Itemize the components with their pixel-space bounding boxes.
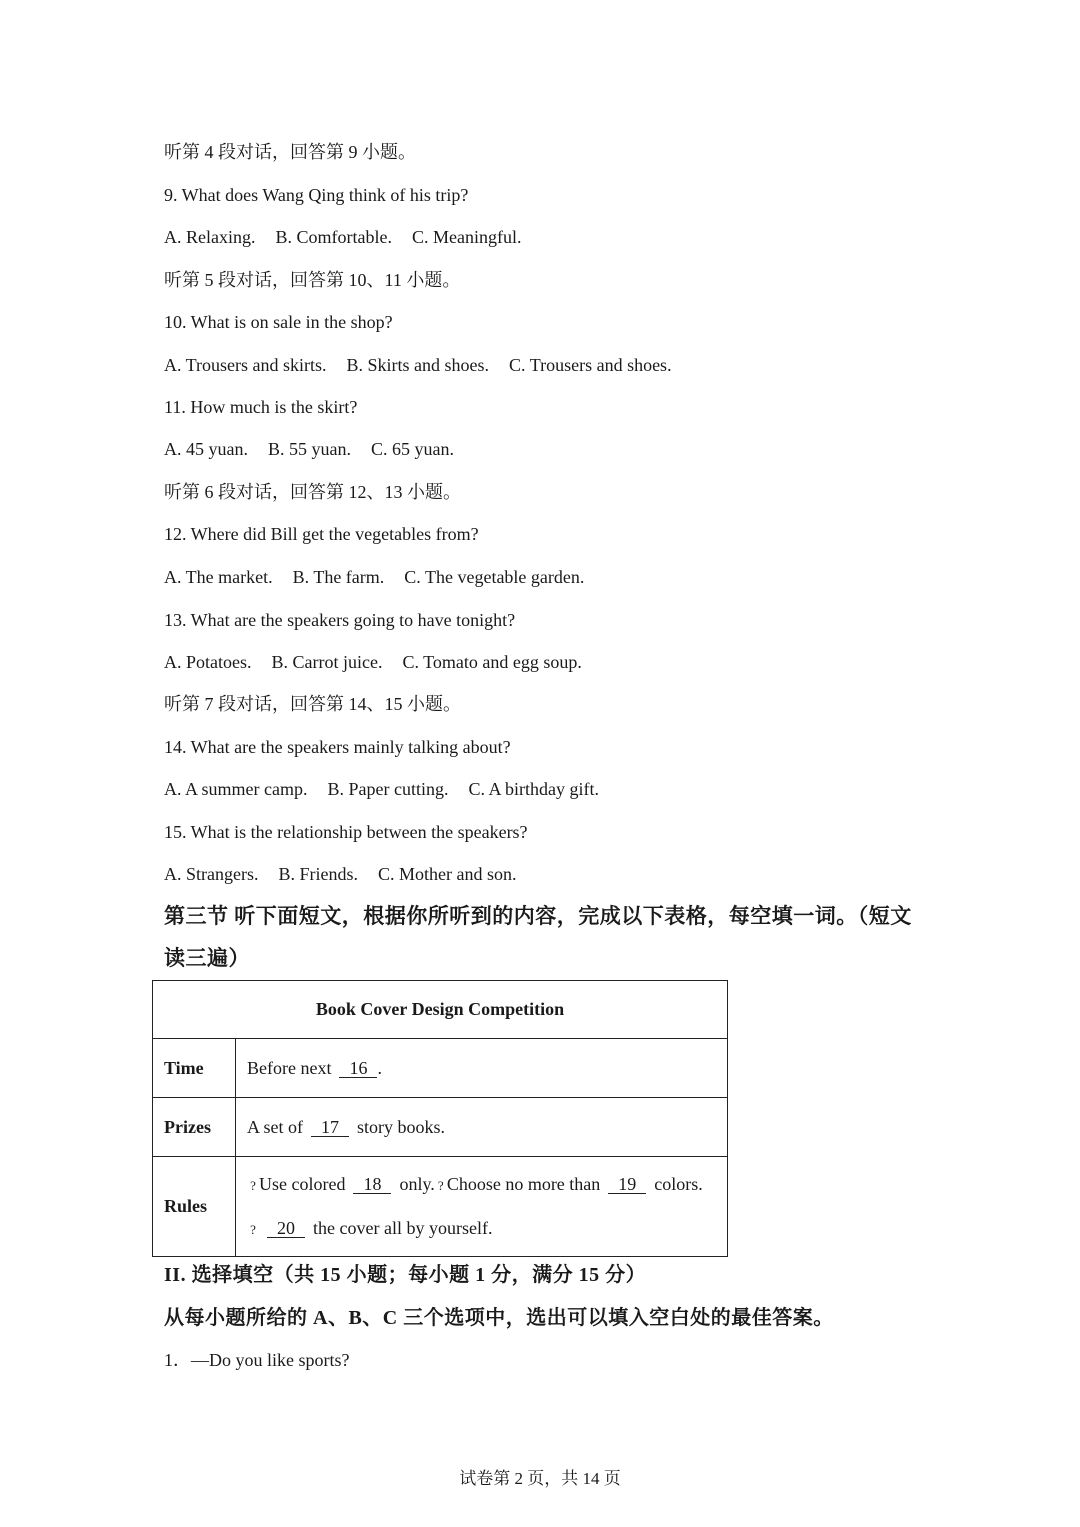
option-a: A. Potatoes. [164, 652, 252, 672]
question-9: 9. What does Wang Qing think of his trip? [164, 185, 469, 205]
option-c: C. Mother and son. [378, 864, 517, 884]
time-content [236, 1039, 728, 1098]
prizes-text-end: story books. [357, 1116, 446, 1137]
prizes-label: Prizes [153, 1098, 236, 1157]
question-10-options [164, 353, 672, 377]
option-b: B. Comfortable. [275, 227, 392, 247]
listening-instruction-6: 听第 6 段对话，回答第 12、13 小题。 [164, 482, 461, 502]
rules-content [236, 1157, 728, 1257]
option-c: C. The vegetable garden. [404, 567, 585, 587]
option-a: A. 45 yuan. [164, 439, 248, 459]
table-row-time [153, 1039, 728, 1098]
option-b: B. Friends. [278, 864, 358, 884]
question-15: 15. What is the relationship between the speakers? [164, 822, 528, 842]
time-end: . [377, 1057, 382, 1078]
rule-1-end: only. [399, 1173, 435, 1194]
question-11: 11. How much is the skirt? [164, 397, 358, 417]
rule-marker-icon: ? [250, 1221, 256, 1237]
question-12: 12. Where did Bill get the vegetables from? [164, 524, 479, 544]
option-b: B. Paper cutting. [327, 779, 449, 799]
question-13: 13. What are the speakers going to have tonight? [164, 610, 516, 630]
prizes-text: A set of [247, 1116, 303, 1137]
option-b: B. 55 yuan. [268, 439, 351, 459]
question-11-options [164, 437, 454, 461]
option-c: C. A birthday gift. [468, 779, 599, 799]
blank-19: 19 [608, 1175, 646, 1194]
listening-instruction-5: 听第 5 段对话，回答第 10、11 小题。 [164, 270, 461, 290]
option-a: A. A summer camp. [164, 779, 308, 799]
rule-3-text: the cover all by yourself. [313, 1217, 493, 1238]
option-a: A. Relaxing. [164, 227, 256, 247]
competition-table [152, 980, 728, 1257]
table-row-prizes [153, 1098, 728, 1157]
question-9-options [164, 225, 521, 249]
blank-18: 18 [353, 1175, 391, 1194]
question-14: 14. What are the speakers mainly talking about? [164, 737, 511, 757]
prizes-content [236, 1098, 728, 1157]
table-row-rules [153, 1157, 728, 1257]
question-15-options [164, 862, 517, 886]
rule-2-end: colors. [654, 1173, 703, 1194]
time-text: Before next [247, 1057, 332, 1078]
question-10: 10. What is on sale in the shop? [164, 312, 393, 332]
blank-20: 20 [267, 1219, 305, 1238]
rule-marker-icon: ? [250, 1177, 256, 1193]
question-13-options [164, 650, 582, 674]
part-2-instruction: 从每小题所给的 A、B、C 三个选项中，选出可以填入空白处的最佳答案。 [164, 1307, 834, 1329]
blank-16: 16 [339, 1059, 377, 1078]
listening-instruction-7: 听第 7 段对话，回答第 14、15 小题。 [164, 694, 461, 714]
question-14-options [164, 777, 599, 801]
rules-line-2 [247, 1207, 726, 1251]
table-title: Book Cover Design Competition [153, 981, 728, 1039]
option-c: C. Trousers and shoes. [509, 355, 672, 375]
page-footer: 试卷第 2 页，共 14 页 [459, 1469, 621, 1488]
question-12-options [164, 565, 584, 589]
rule-2-text: Choose no more than [446, 1173, 601, 1194]
option-c: C. 65 yuan. [371, 439, 454, 459]
option-b: B. The farm. [292, 567, 385, 587]
option-c: C. Meaningful. [411, 227, 522, 247]
option-a: A. The market. [164, 567, 273, 587]
time-label: Time [153, 1039, 236, 1098]
option-c: C. Tomato and egg soup. [402, 652, 582, 672]
rules-line-1 [247, 1163, 726, 1207]
option-b: B. Skirts and shoes. [346, 355, 490, 375]
part-2-heading: II. 选择填空（共 15 小题；每小题 1 分，满分 15 分） [164, 1264, 647, 1286]
rule-marker-icon: ? [437, 1177, 444, 1193]
option-a: A. Strangers. [164, 864, 259, 884]
section-3-heading: 第三节 听下面短文，根据你所听到的内容，完成以下表格，每空填一词。（短文读三遍） [164, 904, 912, 970]
option-b: B. Carrot juice. [271, 652, 383, 672]
part-2-question-1: 1．—Do you like sports? [164, 1350, 350, 1370]
rules-label: Rules [153, 1157, 236, 1257]
listening-instruction-4: 听第 4 段对话，回答第 9 小题。 [164, 142, 416, 162]
rule-1-text: Use colored [259, 1173, 346, 1194]
option-a: A. Trousers and skirts. [164, 355, 327, 375]
blank-17: 17 [311, 1118, 349, 1137]
